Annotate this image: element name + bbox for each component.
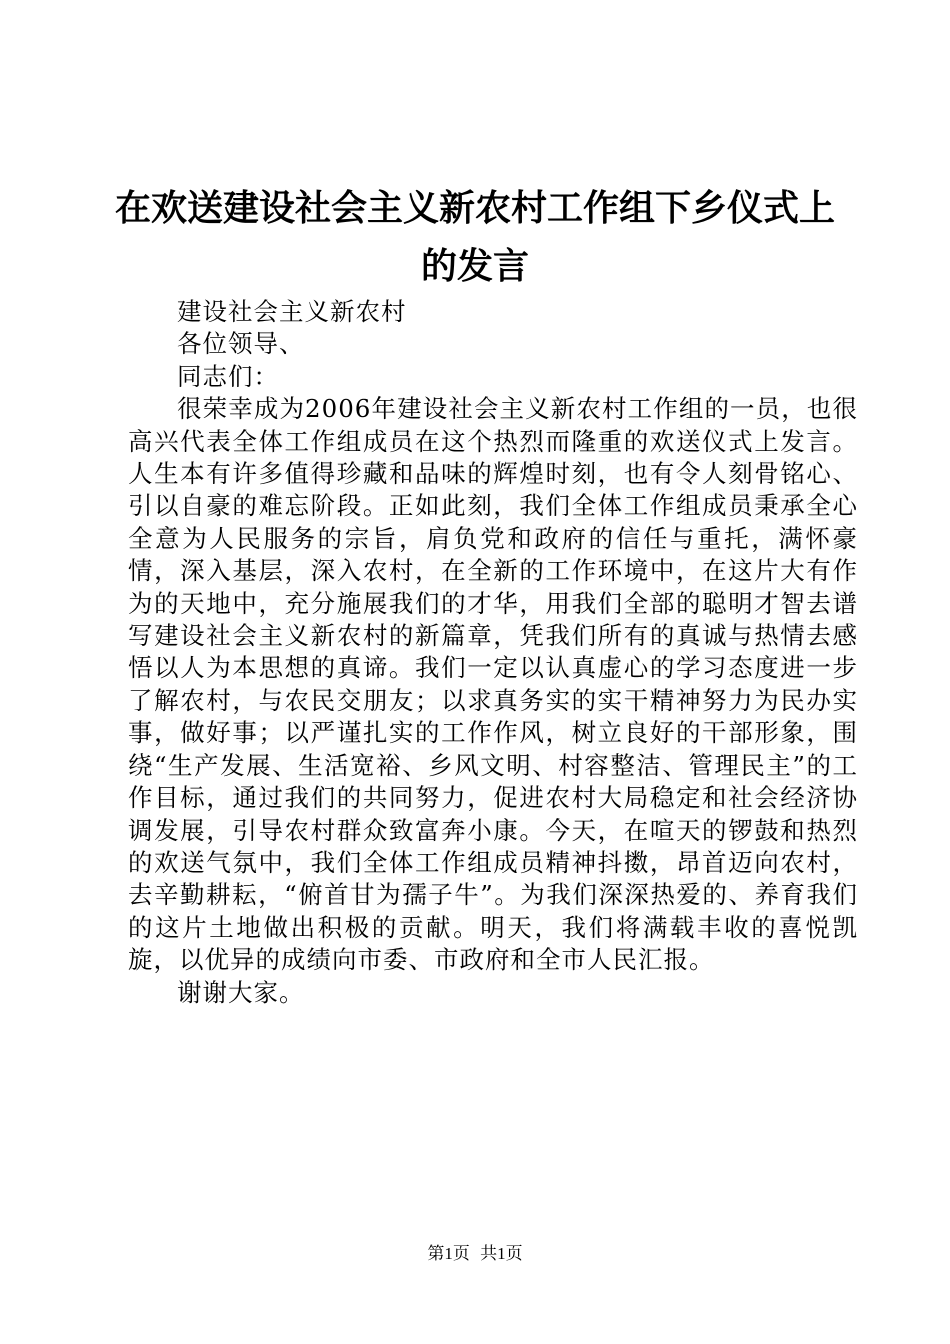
body-paragraph-salutation-leaders: 各位领导、 <box>177 329 305 359</box>
body-paragraph-main: 很荣幸成为2006年建设社会主义新农村工作组的一员，也很高兴代表全体工作组成员在这个热烈而隆重的欢送仪式上发言。人生本有许多值得珍藏和品味的辉煌时刻，也有令人刻骨铭心、引以自豪的难忘阶段。正如此刻，我们全体工作组成员秉承全心全意为人民服务的宗旨，肩负党和政府的信任与重托，满怀豪情，深入基层，深入农村，在全新的工作环境中，在这片大有作为的天地中，充分施展我们的才华，用我们全部的聪明才智去谱写建设社会主义新农村的新篇章，凭我们所有的真诚与热情去感悟以人为本思想的真谛。我们一定以认真虚心的学习态度进一步了解农村，与农民交朋友；以求真务实的实干精神努力为民办实事，做好事；以严谨扎实的工作作风，树立良好的干部形象，围绕“生产发展、生活宽裕、乡风文明、村容整洁、管理民主”的工作目标，通过我们的共同努力，促进农村大局稳定和社会经济协调发展，引导农村群众致富奔小康。今天，在喧天的锣鼓和热烈的欢送气氛中，我们全体工作组成员精神抖擞，昂首迈向农村，去辛勤耕耘，“俯首甘为孺子牛”。为我们深深热爱的、养育我们的这片土地做出积极的贡献。明天，我们将满载丰收的喜悦凯旋，以优异的成绩向市委、市政府和全市人民汇报。 <box>128 394 858 975</box>
page-total: 共1页 <box>480 1244 523 1263</box>
document-title: 在欢送建设社会主义新农村工作组下乡仪式上的发言 <box>114 188 835 287</box>
body-paragraph-topic: 建设社会主义新农村 <box>177 297 407 326</box>
body-paragraph-salutation-comrades: 同志们： <box>177 361 279 391</box>
body-paragraph-closing: 谢谢大家。 <box>177 977 305 1007</box>
page-number: 第1页 <box>427 1244 470 1263</box>
page-footer <box>0 1243 950 1265</box>
document-body <box>128 296 858 1009</box>
